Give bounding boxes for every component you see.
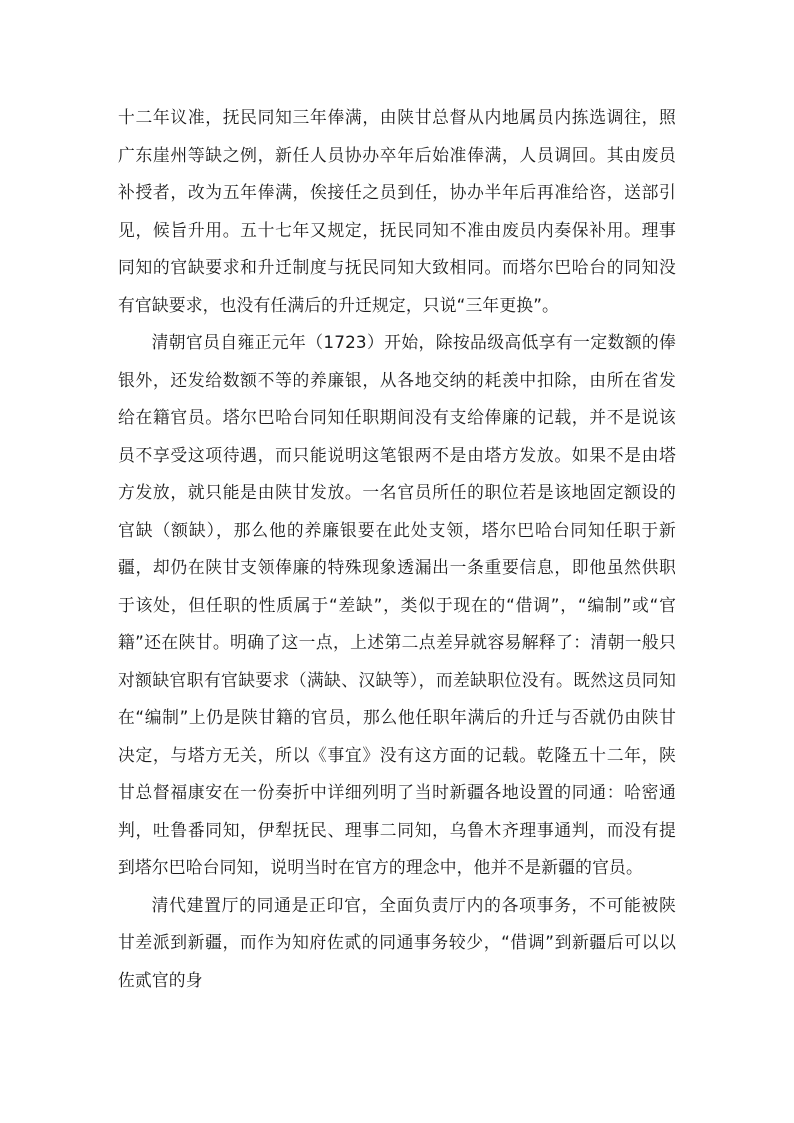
paragraph-3: 清代建置厅的同通是正印官，全面负责厅内的各项事务，不可能被陕甘差派到新疆，而作为知府佐贰的同通事务较少，“借调”到新疆后可以以佐贰官的身 bbox=[118, 894, 676, 990]
paragraph-1: 十二年议准，抚民同知三年俸满，由陕甘总督从内地属员内拣选调往，照广东崖州等缺之例，新任人员协办卒年后始准俸满，人员调回。其由废员补授者，改为五年俸满，俟接任之员到任，协办半年后再准给咨，送部引见，候旨升用。五十七年又规定，抚民同知不准由废员内奏保补用。理事同知的官缺要求和升迁制度与抚民同知大致相同。而塔尔巴哈台的同知没有官缺要求，也没有任满后的升迁规定，只说“三年更换”。 bbox=[118, 107, 676, 315]
document-body bbox=[118, 99, 676, 999]
paragraph-2: 清朝官员自雍正元年（1723）开始，除按品级高低享有一定数额的俸银外，还发给数额不等的养廉银，从各地交纳的耗羡中扣除，由所在省发给在籍官员。塔尔巴哈台同知任职期间没有支给俸廉的记载，并不是说该员不享受这项待遇，而只能说明这笔银两不是由塔方发放。如果不是由塔方发放，就只能是由陕甘发放。一名官员所任的职位若是该地固定额设的官缺（额缺），那么他的养廉银要在此处支领，塔尔巴哈台同知任职于新疆，却仍在陕甘支领俸廉的特殊现象透漏出一条重要信息，即他虽然供职于该处，但任职的性质属于“差缺”，类似于现在的“借调”，“编制”或“官籍”还在陕甘。明确了这一点，上述第二点差异就容易解释了：清朝一般只对额缺官职有官缺要求（满缺、汉缺等），而差缺职位没有。既然这员同知在“编制”上仍是陕甘籍的官员，那么他任职年满后的升迁与否就仍由陕甘决定，与塔方无关，所以《事宜》没有这方面的记载。乾隆五十二年，陕甘总督福康安在一份奏折中详细列明了当时新疆各地设置的同通：哈密通判，吐鲁番同知，伊犁抚民、理事二同知，乌鲁木齐理事通判，而没有提到塔尔巴哈台同知，说明当时在官方的理念中，他并不是新疆的官员。 bbox=[118, 332, 676, 877]
